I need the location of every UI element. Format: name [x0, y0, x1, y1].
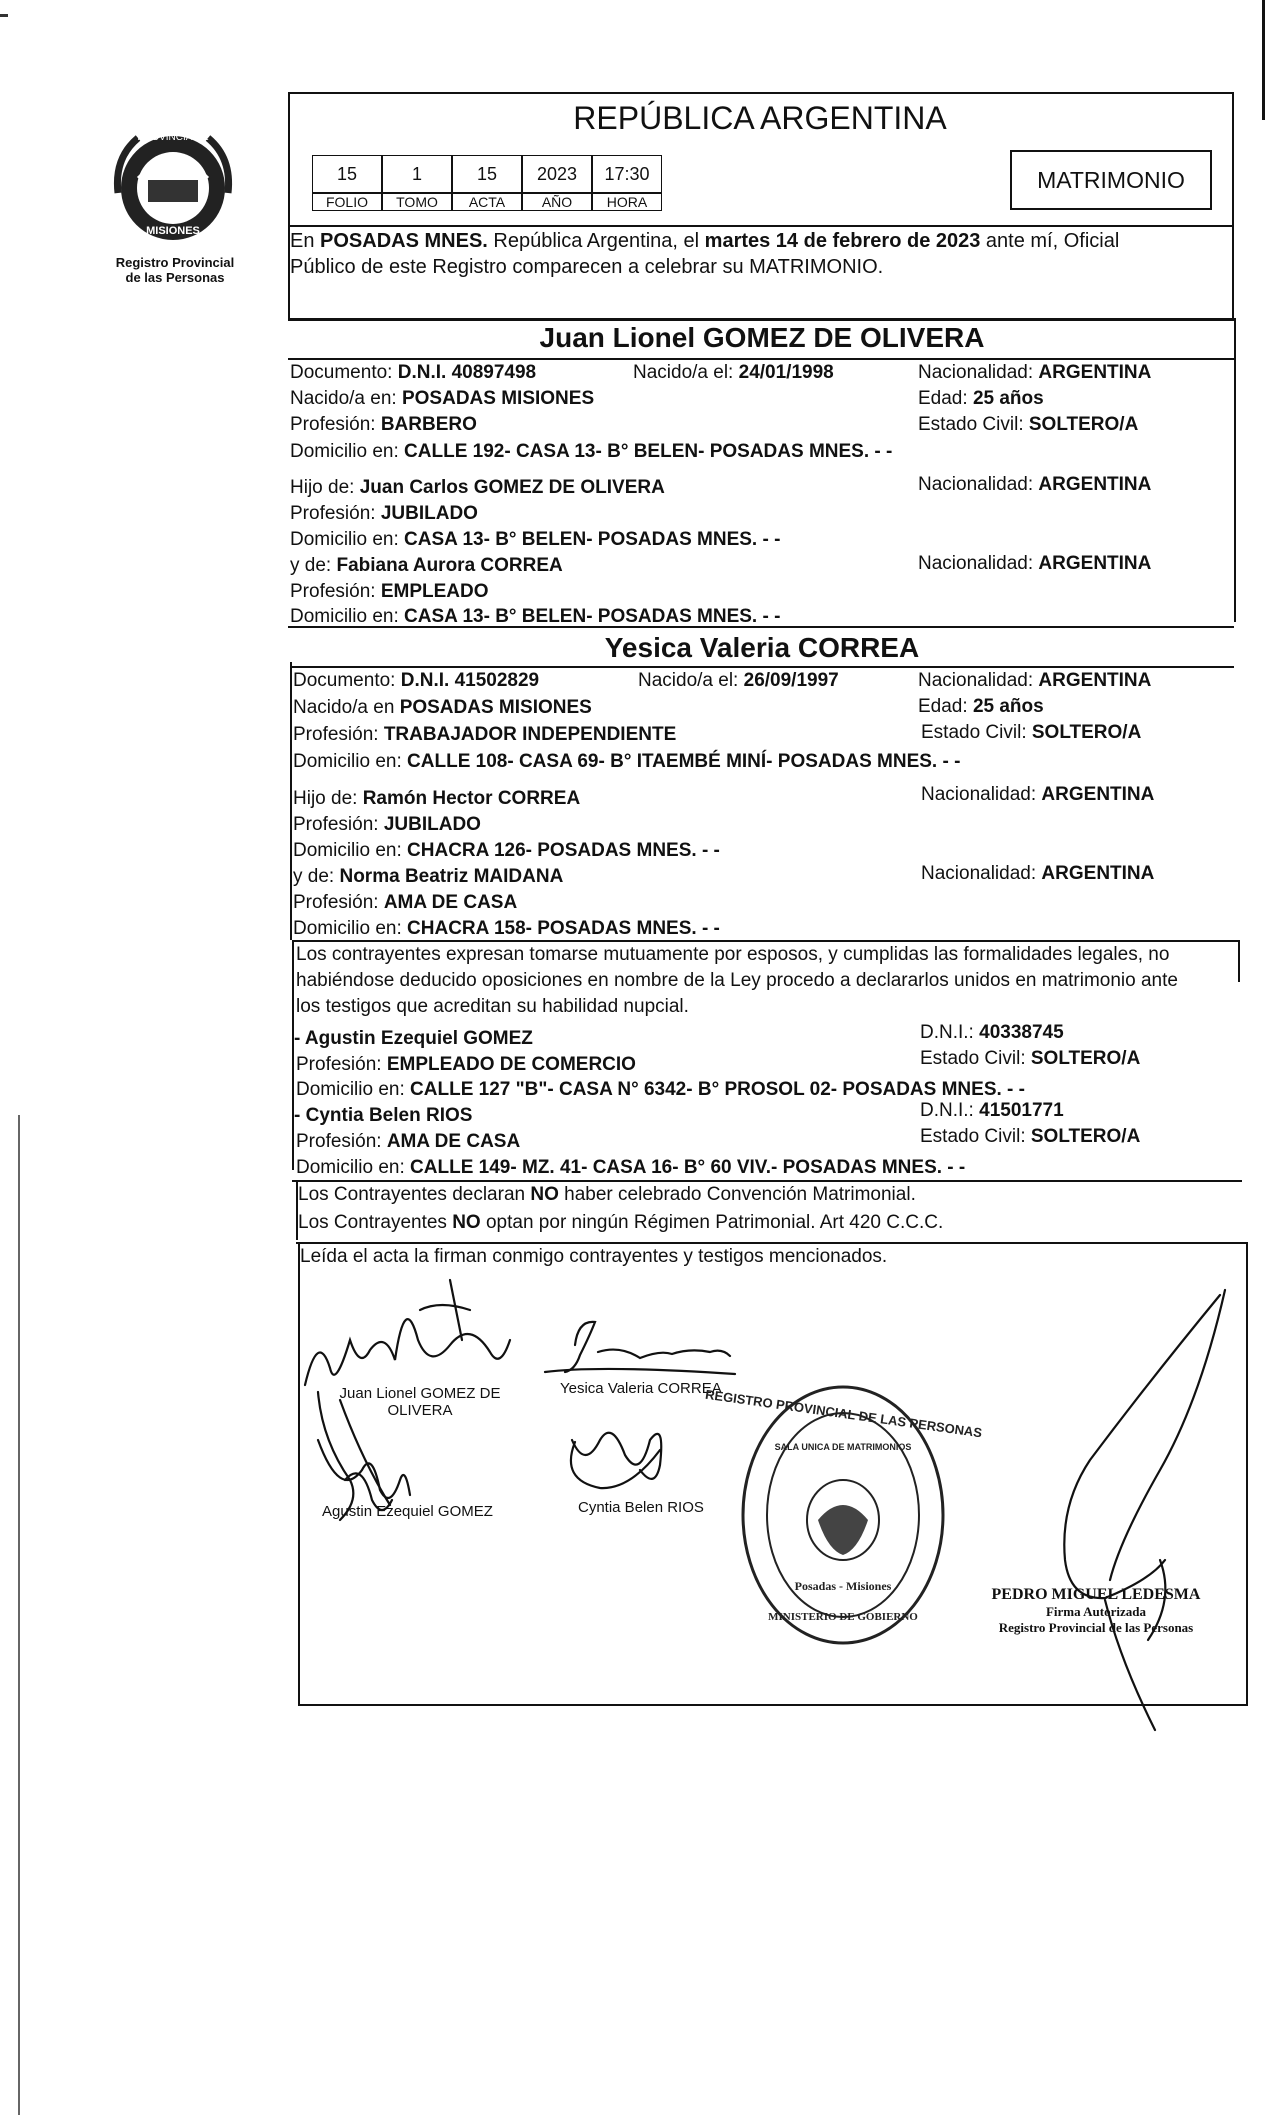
value: TRABAJADOR INDEPENDIENTE — [383, 724, 677, 745]
svg-text:REGISTRO PROVINCIAL DE LAS PER: REGISTRO PROVINCIAL DE LAS PERSONAS — [704, 1386, 983, 1441]
value: CALLE 192- CASA 13- B° BELEN- POSADAS MNES. - - — [404, 441, 893, 462]
value: 26/09/1997 — [743, 670, 839, 691]
label: Domicilio en: — [296, 1157, 411, 1178]
acta-value: 15 — [452, 155, 522, 193]
value: ARGENTINA — [1041, 784, 1155, 805]
label: Documento: — [293, 670, 401, 691]
declaration-line-3: los testigos que acreditan su habilidad nupcial. — [296, 996, 689, 1017]
label: Edad: — [918, 388, 973, 409]
record-type: MATRIMONIO — [1037, 167, 1185, 193]
intro-text: ante mí, Oficial — [980, 230, 1120, 252]
label: Profesión: — [290, 581, 381, 602]
value: 25 años — [972, 696, 1044, 717]
label: Nacionalidad: — [918, 553, 1039, 574]
groom-name: Juan Lionel GOMEZ DE OLIVERA — [539, 322, 985, 353]
bride-name: Yesica Valeria CORREA — [604, 632, 920, 663]
value: 41501771 — [979, 1100, 1064, 1121]
label: Nacionalidad: — [921, 784, 1042, 805]
value: ARGENTINA — [1038, 474, 1152, 495]
text: haber celebrado Convención Matrimonial. — [558, 1184, 916, 1205]
value: POSADAS MISIONES — [401, 388, 595, 409]
emphasis: NO — [452, 1212, 481, 1233]
value: CASA 13- B° BELEN- POSADAS MNES. - - — [404, 529, 781, 550]
hora-value: 17:30 — [592, 155, 662, 193]
label: Domicilio en: — [293, 918, 408, 939]
label: Estado Civil: — [920, 1048, 1031, 1069]
label: y de: — [290, 555, 337, 576]
value: Norma Beatriz MAIDANA — [339, 866, 564, 887]
label: Domicilio en: — [296, 1079, 411, 1100]
label: Profesión: — [290, 414, 381, 435]
label: Estado Civil: — [920, 1126, 1031, 1147]
text: Los Contrayentes declaran — [298, 1184, 531, 1205]
value: SOLTERO/A — [1030, 1126, 1141, 1147]
intro-place: POSADAS MNES. — [320, 230, 488, 252]
tomo-value: 1 — [382, 155, 452, 193]
label: Hijo de: — [290, 477, 360, 498]
label: Estado Civil: — [921, 722, 1032, 743]
intro-date: martes 14 de febrero de 2023 — [704, 230, 981, 252]
label: D.N.I.: — [920, 1100, 980, 1121]
value: D.N.I. 41502829 — [400, 670, 540, 691]
declaration-line-1: Los contrayentes expresan tomarse mutuamente por esposos, y cumplidas las formalidades legales, no — [296, 944, 1170, 965]
value: BARBERO — [380, 414, 477, 435]
label: Estado Civil: — [918, 414, 1029, 435]
witness2-signature-caption: Cyntia Belen RIOS — [578, 1499, 704, 1516]
svg-text:Posadas - Misiones: Posadas - Misiones — [794, 1579, 892, 1593]
value: 25 años — [972, 388, 1044, 409]
label: Profesión: — [296, 1131, 387, 1152]
hora-label: HORA — [592, 193, 662, 211]
value: JUBILADO — [380, 503, 478, 524]
label: Profesión: — [293, 892, 384, 913]
country-title: REPÚBLICA ARGENTINA — [573, 100, 947, 136]
value: CALLE 127 "B"- CASA N° 6342- B° PROSOL 02- POSADAS MNES. - - — [410, 1079, 1025, 1100]
value: SOLTERO/A — [1031, 722, 1142, 743]
value: ARGENTINA — [1038, 362, 1152, 383]
value: Juan Carlos GOMEZ DE OLIVERA — [359, 477, 665, 498]
witness1-name: - Agustin Ezequiel GOMEZ — [294, 1028, 533, 1049]
caption-line: Juan Lionel GOMEZ DE — [339, 1385, 501, 1402]
text: optan por ningún Régimen Patrimonial. Art 420 C.C.C. — [480, 1212, 944, 1233]
anio-label: AÑO — [522, 193, 592, 211]
label: Nacionalidad: — [918, 474, 1039, 495]
value: ARGENTINA — [1038, 670, 1152, 691]
label: Profesión: — [293, 724, 384, 745]
value: Fabiana Aurora CORREA — [336, 555, 563, 576]
value: CHACRA 126- POSADAS MNES. - - — [407, 840, 720, 861]
label: y de: — [293, 866, 340, 887]
value: SOLTERO/A — [1030, 1048, 1141, 1069]
value: ARGENTINA — [1038, 553, 1152, 574]
value: 40338745 — [979, 1022, 1064, 1043]
label: Domicilio en: — [293, 751, 408, 772]
intro-text: República Argentina, el — [487, 230, 705, 252]
value: D.N.I. 40897498 — [397, 362, 537, 383]
label: Nacido/a el: — [633, 362, 739, 383]
value: CASA 13- B° BELEN- POSADAS MNES. - - — [404, 606, 781, 627]
svg-text:MISIONES: MISIONES — [146, 225, 200, 237]
value: 24/01/1998 — [738, 362, 834, 383]
label: Domicilio en: — [293, 840, 408, 861]
label: Domicilio en: — [290, 441, 405, 462]
anio-value: 2023 — [522, 155, 592, 193]
value: Ramón Hector CORREA — [362, 788, 581, 809]
official-name: PEDRO MIGUEL LEDESMA — [991, 1586, 1201, 1603]
value: POSADAS MISIONES — [399, 697, 592, 718]
svg-text:SALA UNICA DE MATRIMONIOS: SALA UNICA DE MATRIMONIOS — [774, 1442, 912, 1452]
label: Nacionalidad: — [918, 362, 1039, 383]
acta-label: ACTA — [452, 193, 522, 211]
intro-line-2: Público de este Registro comparecen a celebrar su MATRIMONIO. — [290, 256, 884, 278]
bride-signature-caption: Yesica Valeria CORREA — [560, 1380, 722, 1397]
svg-text:MINISTERIO DE GOBIERNO: MINISTERIO DE GOBIERNO — [768, 1611, 918, 1623]
official-title: Firma Autorizada — [1045, 1604, 1146, 1619]
label: Domicilio en: — [290, 606, 405, 627]
official-stamp — [946, 1586, 1246, 1636]
value: CALLE 108- CASA 69- B° ITAEMBÉ MINÍ- POSADAS MNES. - - — [407, 751, 961, 772]
witness2-name: - Cyntia Belen RIOS — [294, 1105, 473, 1126]
label: D.N.I.: — [920, 1022, 980, 1043]
witness1-signature-caption: Agustin Ezequiel GOMEZ — [322, 1503, 493, 1520]
label: Profesión: — [296, 1054, 387, 1075]
label: Nacido/a en — [293, 697, 400, 718]
official-office: Registro Provincial de las Personas — [998, 1620, 1194, 1635]
emphasis: NO — [530, 1184, 559, 1205]
value: EMPLEADO — [380, 581, 489, 602]
value: AMA DE CASA — [386, 1131, 521, 1152]
value: SOLTERO/A — [1028, 414, 1139, 435]
value: JUBILADO — [383, 814, 481, 835]
closing-text: Leída el acta la firman conmigo contrayentes y testigos mencionados. — [300, 1246, 888, 1267]
text: Los Contrayentes — [298, 1212, 453, 1233]
logo-caption-line2: de las Personas — [125, 270, 225, 285]
label: Documento: — [290, 362, 398, 383]
label: Hijo de: — [293, 788, 363, 809]
tomo-label: TOMO — [382, 193, 452, 211]
registry-seal — [704, 1380, 983, 1650]
label: Domicilio en: — [290, 529, 405, 550]
label: Profesión: — [290, 503, 381, 524]
value: CHACRA 158- POSADAS MNES. - - — [407, 918, 720, 939]
declaration-line-2: habiéndose deducido oposiciones en nombre de la Ley procedo a declararlos unidos en matrimonio ante — [296, 970, 1178, 991]
groom-signature-caption — [330, 1385, 510, 1419]
value: EMPLEADO DE COMERCIO — [386, 1054, 636, 1075]
label: Profesión: — [293, 814, 384, 835]
intro-text: En — [290, 230, 321, 252]
label: Edad: — [918, 696, 973, 717]
caption-line: OLIVERA — [387, 1402, 453, 1419]
logo-caption-line1: Registro Provincial — [115, 255, 235, 270]
label: Nacido/a en: — [290, 388, 402, 409]
value: AMA DE CASA — [383, 892, 518, 913]
folio-value: 15 — [312, 155, 382, 193]
value: CALLE 149- MZ. 41- CASA 16- B° 60 VIV.- POSADAS MNES. - - — [410, 1157, 966, 1178]
value: ARGENTINA — [1041, 863, 1155, 884]
svg-text:PROVINCIA DE: PROVINCIA DE — [137, 132, 209, 143]
label: Nacido/a el: — [638, 670, 744, 691]
label: Nacionalidad: — [921, 863, 1042, 884]
folio-label: FOLIO — [312, 193, 382, 211]
label: Nacionalidad: — [918, 670, 1039, 691]
